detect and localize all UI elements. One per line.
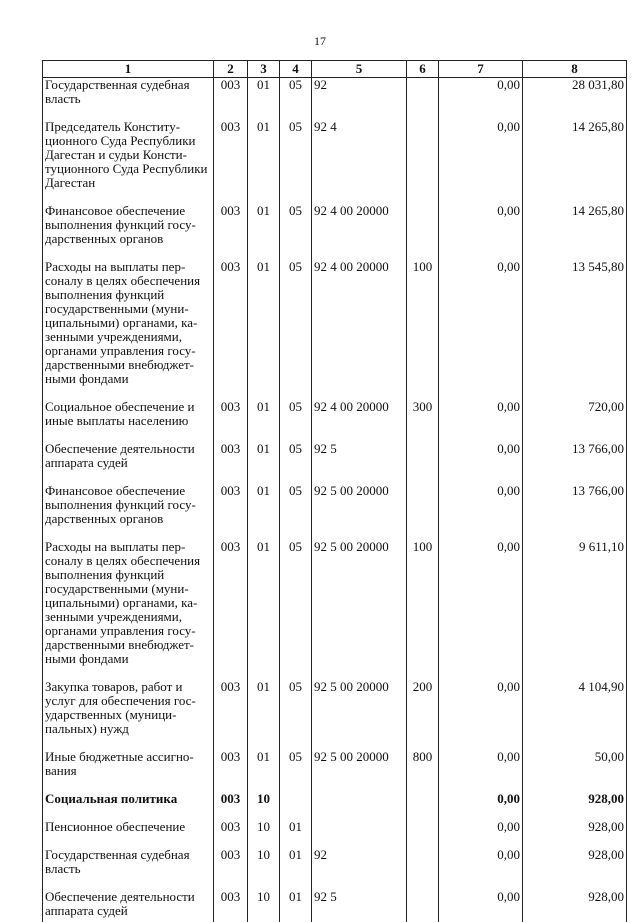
code-col-6 (407, 78, 439, 121)
amount-col-8: 9 611,10 (523, 540, 627, 680)
code-col-4: 01 (280, 820, 312, 848)
amount-col-8: 14 265,80 (523, 120, 627, 204)
amount-col-7: 0,00 (439, 792, 523, 820)
table-row (43, 848, 627, 890)
code-col-6 (407, 890, 439, 922)
code-col-3: 01 (248, 442, 280, 484)
table-row (43, 78, 627, 121)
table-row (43, 540, 627, 680)
amount-col-7: 0,00 (439, 78, 523, 121)
code-col-3: 10 (248, 820, 280, 848)
code-col-2: 003 (214, 484, 248, 540)
table-row (43, 750, 627, 792)
code-col-5: 92 5 00 20000 (312, 484, 407, 540)
code-col-4: 05 (280, 260, 312, 400)
amount-col-7: 0,00 (439, 484, 523, 540)
code-col-4: 05 (280, 78, 312, 121)
code-col-2: 003 (214, 750, 248, 792)
header-col-2: 2 (214, 61, 248, 78)
code-col-5 (312, 792, 407, 820)
amount-col-8: 720,00 (523, 400, 627, 442)
code-col-2: 003 (214, 792, 248, 820)
header-col-4: 4 (280, 61, 312, 78)
code-col-2: 003 (214, 890, 248, 922)
code-col-6 (407, 848, 439, 890)
table-row (43, 820, 627, 848)
code-col-6: 200 (407, 680, 439, 750)
item-name: Расходы на выплаты персоналу в целях обеспечения выполнения функций государственными (муниципальными) органами, казенными учреждениями, органами управления государственными внебюджетными фондами (43, 540, 214, 680)
code-col-3: 10 (248, 890, 280, 922)
header-col-7: 7 (439, 61, 523, 78)
table-row (43, 890, 627, 922)
table-row (43, 792, 627, 820)
amount-col-8: 928,00 (523, 890, 627, 922)
code-col-3: 10 (248, 848, 280, 890)
code-col-6 (407, 792, 439, 820)
code-col-2: 003 (214, 848, 248, 890)
item-name: Председатель Конституционного Суда Республики Дагестан и судьи Конституционного Суда Республики Дагестан (43, 120, 214, 204)
amount-col-7: 0,00 (439, 120, 523, 204)
code-col-4: 05 (280, 204, 312, 260)
code-col-6: 800 (407, 750, 439, 792)
code-col-5: 92 5 (312, 890, 407, 922)
amount-col-8: 928,00 (523, 820, 627, 848)
code-col-5 (312, 820, 407, 848)
code-col-2: 003 (214, 820, 248, 848)
amount-col-7: 0,00 (439, 400, 523, 442)
amount-col-7: 0,00 (439, 848, 523, 890)
item-name: Обеспечение деятельности аппарата судей (43, 890, 214, 922)
amount-col-8: 28 031,80 (523, 78, 627, 121)
amount-col-8: 928,00 (523, 792, 627, 820)
code-col-2: 003 (214, 120, 248, 204)
code-col-2: 003 (214, 204, 248, 260)
item-name: Государственная судебная власть (43, 78, 214, 121)
header-col-8: 8 (523, 61, 627, 78)
code-col-6: 100 (407, 260, 439, 400)
amount-col-8: 14 265,80 (523, 204, 627, 260)
code-col-3: 01 (248, 78, 280, 121)
code-col-2: 003 (214, 680, 248, 750)
item-name: Расходы на выплаты персоналу в целях обеспечения выполнения функций государственными (муниципальными) органами, казенными учреждениями, органами управления государственными внебюджетными фондами (43, 260, 214, 400)
item-name: Закупка товаров, работ и услуг для обеспечения государственных (муниципальных) нужд (43, 680, 214, 750)
code-col-3: 01 (248, 750, 280, 792)
code-col-4 (280, 792, 312, 820)
code-col-6 (407, 120, 439, 204)
code-col-2: 003 (214, 78, 248, 121)
code-col-3: 01 (248, 120, 280, 204)
table-row (43, 442, 627, 484)
code-col-2: 003 (214, 540, 248, 680)
code-col-3: 01 (248, 540, 280, 680)
code-col-4: 05 (280, 400, 312, 442)
code-col-5: 92 (312, 848, 407, 890)
amount-col-8: 50,00 (523, 750, 627, 792)
code-col-5: 92 5 (312, 442, 407, 484)
code-col-5: 92 5 00 20000 (312, 750, 407, 792)
code-col-3: 10 (248, 792, 280, 820)
code-col-3: 01 (248, 204, 280, 260)
amount-col-7: 0,00 (439, 204, 523, 260)
item-name: Финансовое обеспечение выполнения функций государственных органов (43, 204, 214, 260)
code-col-6 (407, 820, 439, 848)
amount-col-7: 0,00 (439, 540, 523, 680)
item-name: Государственная судебная власть (43, 848, 214, 890)
code-col-4: 05 (280, 120, 312, 204)
code-col-5: 92 (312, 78, 407, 121)
code-col-4: 05 (280, 750, 312, 792)
code-col-4: 05 (280, 540, 312, 680)
item-name: Социальная политика (43, 792, 214, 820)
header-col-5: 5 (312, 61, 407, 78)
code-col-6 (407, 204, 439, 260)
table-body (43, 78, 627, 922)
table-row (43, 680, 627, 750)
code-col-2: 003 (214, 260, 248, 400)
item-name: Пенсионное обеспечение (43, 820, 214, 848)
amount-col-8: 13 766,00 (523, 442, 627, 484)
amount-col-7: 0,00 (439, 680, 523, 750)
table-row (43, 484, 627, 540)
code-col-3: 01 (248, 400, 280, 442)
code-col-3: 01 (248, 484, 280, 540)
table-row (43, 204, 627, 260)
code-col-3: 01 (248, 260, 280, 400)
code-col-2: 003 (214, 400, 248, 442)
code-col-4: 05 (280, 484, 312, 540)
code-col-5: 92 5 00 20000 (312, 540, 407, 680)
amount-col-8: 13 766,00 (523, 484, 627, 540)
table-header (43, 61, 627, 78)
amount-col-7: 0,00 (439, 890, 523, 922)
header-row (43, 61, 627, 78)
code-col-5: 92 4 (312, 120, 407, 204)
code-col-3: 01 (248, 680, 280, 750)
code-col-2: 003 (214, 442, 248, 484)
amount-col-7: 0,00 (439, 260, 523, 400)
code-col-5: 92 4 00 20000 (312, 204, 407, 260)
code-col-6 (407, 484, 439, 540)
header-col-6: 6 (407, 61, 439, 78)
amount-col-8: 13 545,80 (523, 260, 627, 400)
header-col-1: 1 (43, 61, 214, 78)
item-name: Иные бюджетные ассигнования (43, 750, 214, 792)
code-col-4: 01 (280, 890, 312, 922)
code-col-4: 05 (280, 442, 312, 484)
code-col-6: 300 (407, 400, 439, 442)
amount-col-8: 4 104,90 (523, 680, 627, 750)
code-col-4: 01 (280, 848, 312, 890)
code-col-5: 92 4 00 20000 (312, 400, 407, 442)
page-number: 17 (0, 34, 640, 49)
item-name: Социальное обеспечение и иные выплаты населению (43, 400, 214, 442)
table-row (43, 400, 627, 442)
table-row (43, 260, 627, 400)
code-col-4: 05 (280, 680, 312, 750)
amount-col-8: 928,00 (523, 848, 627, 890)
item-name: Финансовое обеспечение выполнения функций государственных органов (43, 484, 214, 540)
code-col-5: 92 4 00 20000 (312, 260, 407, 400)
code-col-6: 100 (407, 540, 439, 680)
code-col-6 (407, 442, 439, 484)
table-row (43, 120, 627, 204)
code-col-5: 92 5 00 20000 (312, 680, 407, 750)
amount-col-7: 0,00 (439, 820, 523, 848)
amount-col-7: 0,00 (439, 750, 523, 792)
amount-col-7: 0,00 (439, 442, 523, 484)
header-col-3: 3 (248, 61, 280, 78)
budget-table (42, 60, 627, 922)
item-name: Обеспечение деятельности аппарата судей (43, 442, 214, 484)
